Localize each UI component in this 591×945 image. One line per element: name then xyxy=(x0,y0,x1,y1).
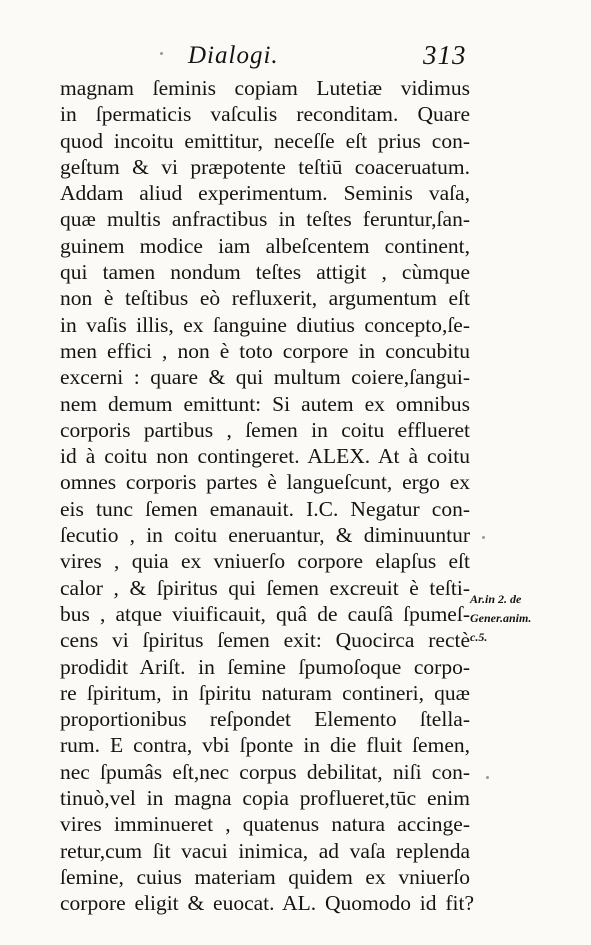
text-line: bus , atque viuificauit, quâ de cauſâ ſpumeſ- xyxy=(60,601,470,626)
ink-speck xyxy=(482,536,485,539)
marginal-note-line: Ar.in 2. de xyxy=(470,592,522,606)
text-line: magnam ſeminis copiam Lutetiæ vidimus xyxy=(60,76,470,100)
text-line: excerni : quare & qui multum coiere,ſangui- xyxy=(60,365,470,390)
text-line: cens vi ſpiritus ſemen exit: Quocirca rectè xyxy=(60,628,470,653)
text-line: proportionibus reſpondet Elemento ſtella- xyxy=(60,707,470,732)
text-line: re ſpiritum, in ſpiritu naturam contineri, quæ xyxy=(60,680,470,705)
body-text xyxy=(60,75,480,917)
marginal-note-line: Gener.anim. xyxy=(470,611,532,625)
marginal-note-line: c.5. xyxy=(470,630,488,644)
text-line: tinuò,vel in magna copia proflueret,tūc enim xyxy=(60,786,470,811)
ink-speck xyxy=(486,776,489,779)
text-line: geſtum & vi præpotente teſtiū coaceruatum. xyxy=(60,154,470,179)
text-line: corporis partibus , ſemen in coitu efflueret xyxy=(60,417,470,442)
running-title: Dialogi. xyxy=(188,42,279,69)
text-line: ſecutio , in coitu eneruantur, & diminuuntur xyxy=(60,523,470,548)
text-line: vires imminueret , quatenus natura accinge- xyxy=(60,812,470,837)
page-header xyxy=(0,42,591,74)
text-line: id à coitu non contingeret. ALEX. At à coitu xyxy=(60,444,470,469)
text-line: men effici , non è toto corpore in concubitu xyxy=(60,338,470,363)
ink-speck xyxy=(160,52,163,55)
text-line: in vaſis illis, ex ſanguine diutius concepto,ſe- xyxy=(60,312,470,337)
text-line: omnes corporis partes è langueſcunt, ergo ex xyxy=(60,470,470,495)
text-line: nem demum emittunt: Si autem ex omnibus xyxy=(60,391,470,416)
text-line: prodidit Ariſt. in ſemine ſpumoſoque corpo- xyxy=(60,654,470,679)
text-line: corpore eligit & euocat. AL. Quomodo id fit? xyxy=(60,891,474,916)
text-line: nec ſpumâs eſt,nec corpus debilitat, niſi con- xyxy=(60,759,470,784)
text-line: ſemine, cuius materiam quidem ex vniuerſo xyxy=(60,864,470,889)
text-line: Addam aliud experimentum. Seminis vaſa, xyxy=(60,181,470,206)
marginal-note xyxy=(470,590,580,647)
page-number: 313 xyxy=(423,40,467,70)
text-line: rum. E contra, vbi ſponte in die fluit ſemen, xyxy=(60,733,470,758)
text-line: guinem modice iam albeſcentem continent, xyxy=(60,233,470,258)
text-line: vires , quia ex vniuerſo corpore elapſus eſt xyxy=(60,549,470,574)
text-line: in ſpermaticis vaſculis reconditam. Quare xyxy=(60,102,470,127)
text-line: retur,cum ſit vacui inimica, ad vaſa replenda xyxy=(60,838,470,863)
text-line: quæ multis anfractibus in teſtes feruntur,ſan- xyxy=(60,207,470,232)
text-line: non è teſtibus eò refluxerit, argumentum eſt xyxy=(60,286,470,311)
text-line: eis tunc ſemen emanauit. I.C. Negatur con- xyxy=(60,496,470,521)
text-line: qui tamen nondum teſtes attigit , cùmque xyxy=(60,260,470,285)
text-line: quod incoitu emittitur, neceſſe eſt prius con- xyxy=(60,128,470,153)
text-line: calor , & ſpiritus qui ſemen excreuit è teſti- xyxy=(60,575,470,600)
